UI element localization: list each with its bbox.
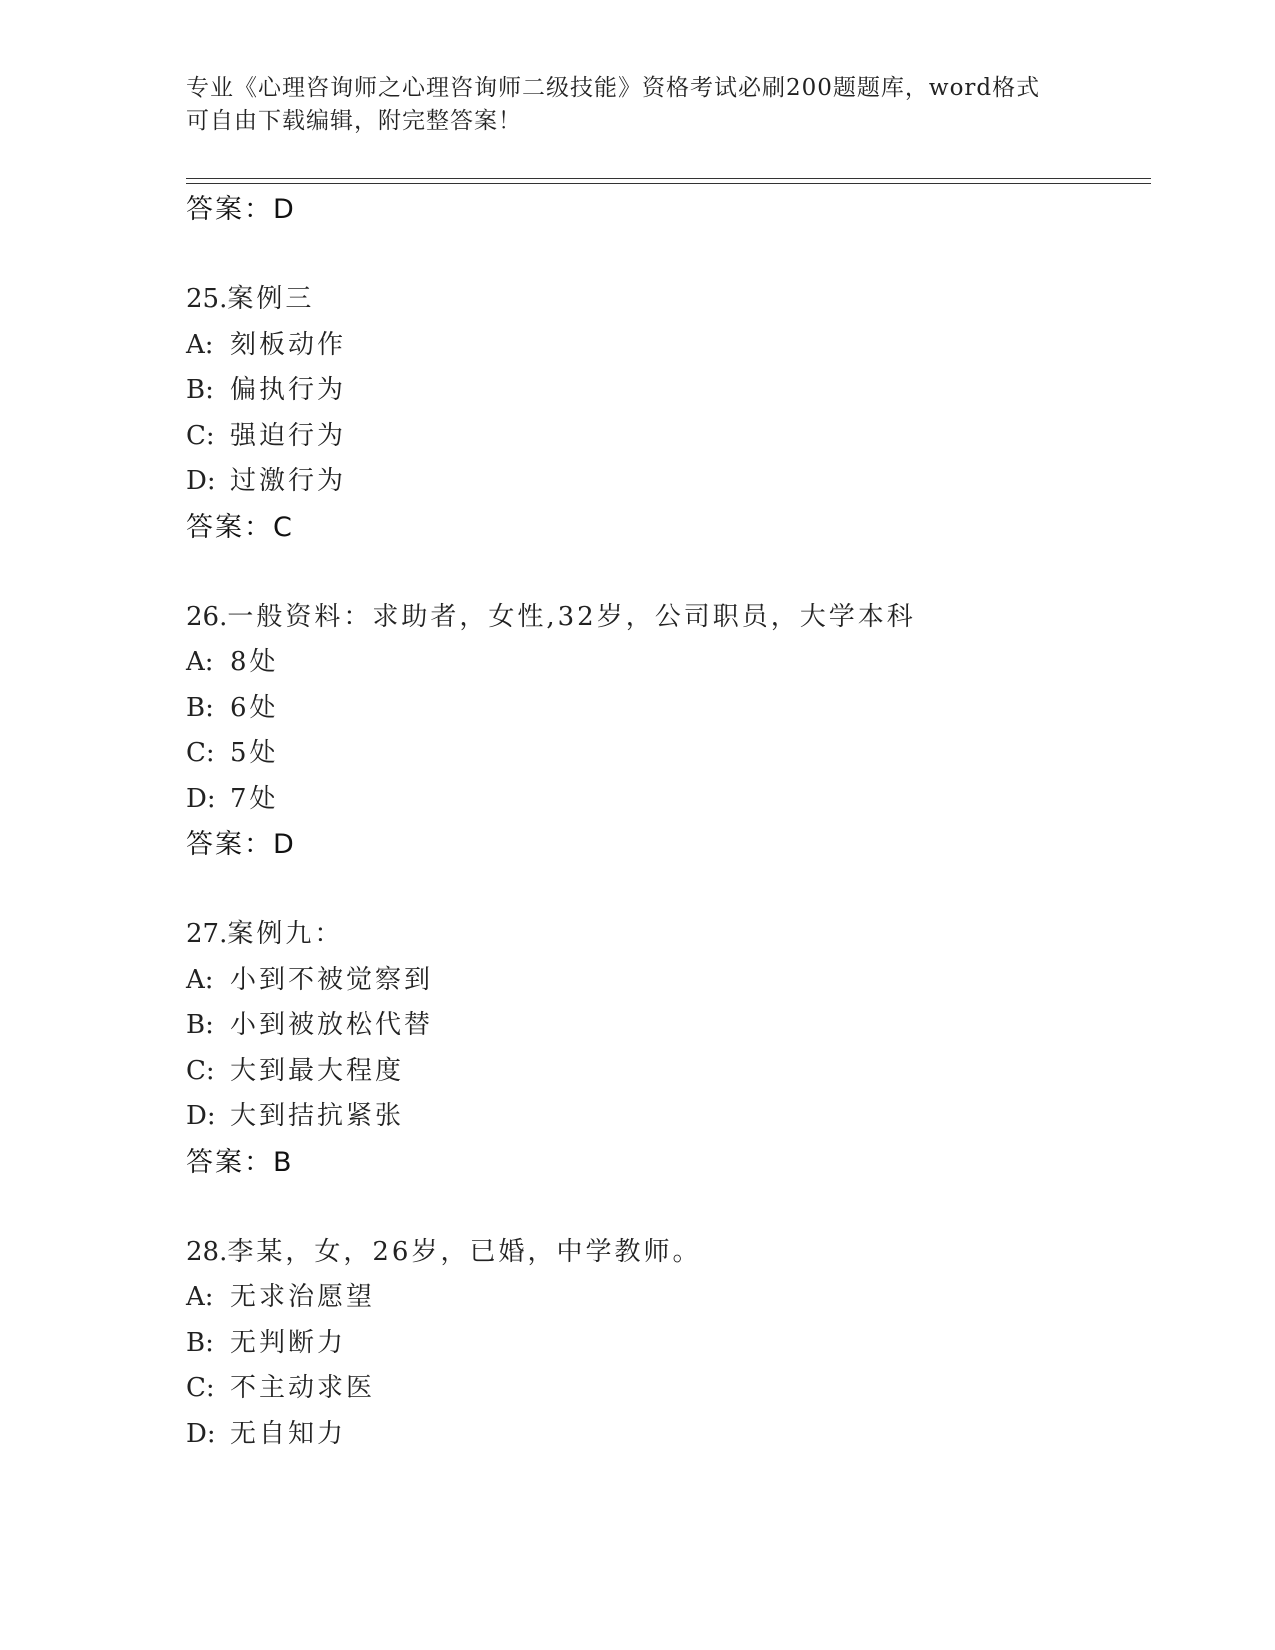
- document-header: [186, 72, 1086, 138]
- question-block: [186, 277, 1136, 551]
- option-letter: D:: [186, 1418, 216, 1449]
- answer-line: [186, 1140, 1136, 1186]
- question-text: 案例九：: [227, 919, 344, 949]
- option-letter: B:: [186, 1010, 214, 1040]
- spacer: [186, 868, 1136, 912]
- spacer: [186, 233, 1136, 277]
- header-line-2: 可自由下载编辑，附完整答案！: [186, 108, 522, 134]
- option-letter: C:: [186, 1373, 215, 1403]
- option-letter: D:: [186, 1101, 216, 1131]
- answer-label: 答案：: [186, 194, 273, 225]
- option-d: [186, 1412, 1136, 1458]
- option-letter: C:: [186, 420, 215, 451]
- question-number: 25.: [186, 284, 228, 314]
- option-c: [186, 1049, 1136, 1095]
- option-b: [186, 1321, 1136, 1367]
- option-c: [186, 1366, 1136, 1412]
- header-divider-bottom: [186, 183, 1151, 184]
- answer-value: C: [273, 511, 292, 543]
- answer-label: 答案：: [186, 829, 273, 860]
- question-stem: [186, 595, 1136, 641]
- answer-line: [186, 187, 1136, 233]
- question-block: [186, 912, 1136, 1186]
- answer-label: 答案：: [186, 1146, 273, 1178]
- header-line-1: 专业《心理咨询师之心理咨询师二级技能》资格考试必刷200题题库，word格式: [186, 75, 1041, 101]
- option-text: 8处: [230, 647, 279, 677]
- question-block: [186, 1230, 1136, 1458]
- question-number: 27.: [186, 919, 228, 949]
- option-letter: C:: [186, 738, 215, 768]
- question-number: 26.: [186, 601, 228, 632]
- spacer: [186, 551, 1136, 595]
- option-letter: A:: [186, 329, 214, 360]
- answer-line: [186, 822, 1136, 868]
- answer-label: 答案：: [186, 511, 273, 543]
- question-list: [186, 187, 1136, 1457]
- option-text: 无判断力: [230, 1327, 347, 1358]
- option-letter: D:: [186, 783, 216, 814]
- option-text: 小到不被觉察到: [230, 964, 434, 995]
- option-letter: A:: [186, 647, 214, 677]
- answer-line: [186, 505, 1136, 551]
- option-text: 7处: [230, 783, 279, 814]
- option-text: 小到被放松代替: [230, 1010, 434, 1040]
- question-stem: [186, 277, 1136, 323]
- answer-value: D: [273, 194, 294, 225]
- option-text: 过激行为: [230, 466, 347, 496]
- option-letter: A:: [186, 1282, 214, 1312]
- option-a: [186, 958, 1136, 1004]
- option-text: 强迫行为: [230, 420, 347, 451]
- option-b: [186, 1003, 1136, 1049]
- question-text: 李某，女，26岁，已婚，中学教师。: [227, 1236, 702, 1267]
- option-text: 6处: [230, 692, 279, 723]
- answer-value: D: [273, 829, 294, 860]
- option-letter: A:: [186, 964, 214, 995]
- option-c: [186, 731, 1136, 777]
- option-letter: B:: [186, 1327, 214, 1358]
- option-letter: D:: [186, 466, 216, 496]
- option-text: 无自知力: [230, 1418, 347, 1449]
- spacer: [186, 1186, 1136, 1230]
- question-block: [186, 595, 1136, 869]
- option-text: 5处: [230, 738, 279, 768]
- question-stem: [186, 1230, 1136, 1276]
- option-letter: B:: [186, 692, 214, 723]
- option-letter: C:: [186, 1055, 215, 1086]
- option-b: [186, 368, 1136, 414]
- option-a: [186, 1275, 1136, 1321]
- question-text: 案例三: [227, 284, 315, 314]
- option-a: [186, 640, 1136, 686]
- question-stem: [186, 912, 1136, 958]
- option-text: 大到拮抗紧张: [230, 1101, 405, 1131]
- option-text: 大到最大程度: [230, 1055, 405, 1086]
- option-text: 不主动求医: [230, 1373, 376, 1403]
- option-d: [186, 777, 1136, 823]
- option-d: [186, 1094, 1136, 1140]
- option-text: 偏执行为: [230, 375, 347, 405]
- header-divider-top: [186, 178, 1151, 179]
- option-letter: B:: [186, 375, 214, 405]
- option-text: 无求治愿望: [230, 1282, 376, 1312]
- option-a: [186, 323, 1136, 369]
- option-text: 刻板动作: [230, 329, 347, 360]
- question-text: 一般资料：求助者，女性,32岁，公司职员，大学本科: [227, 601, 916, 632]
- answer-value: B: [273, 1146, 292, 1178]
- option-b: [186, 686, 1136, 732]
- option-d: [186, 459, 1136, 505]
- option-c: [186, 414, 1136, 460]
- question-number: 28.: [186, 1236, 228, 1267]
